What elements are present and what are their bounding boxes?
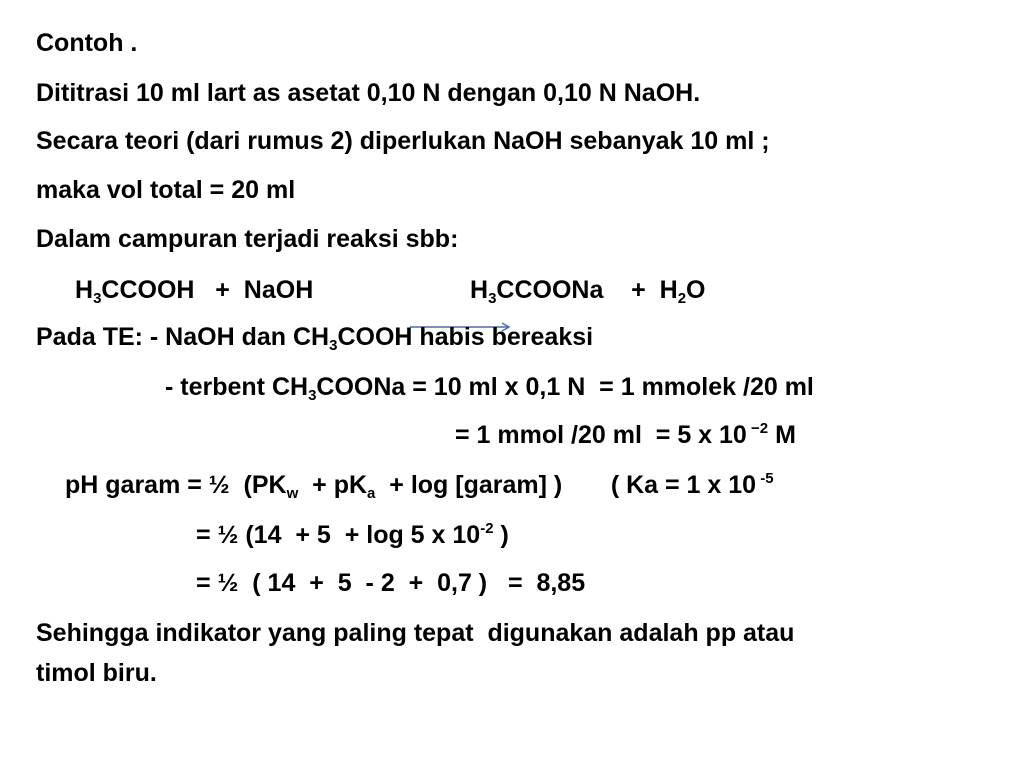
total-volume-statement: maka vol total = 20 ml xyxy=(36,176,296,204)
te-line-1: Pada TE: - NaOH dan $CH_3COOH$ habis bereaksi xyxy=(36,323,594,354)
te-line-2: - terbent $CH_3COONa = 10$ ml x 0,1 N = 1 mmolek /20 ml xyxy=(165,373,814,404)
te-line-3: = 1 mmol /20 ml = 5 x 10 $^{-2}$ M xyxy=(455,420,796,449)
conclusion-line-1: Sehingga indikator yang paling tepat digunakan adalah pp atau xyxy=(36,619,795,647)
theory-statement: Secara teori (dari rumus 2) diperlukan NaOH sebanyak 10 ml ; xyxy=(36,127,770,155)
conclusion-line-2: timol biru. xyxy=(36,659,157,687)
ph-formula-line: pH garam = ½ ($PK_w + pK_a + \log$ [garam] ) ( Ka = 1 x 10 $^{-5}$ xyxy=(65,470,774,502)
reaction-products: $H_3CCOONa$ + $H_2O$ xyxy=(470,276,706,307)
ph-result-line: = ½ ( 14 + 5 - 2 + 0,7 ) = 8,85 xyxy=(196,569,586,597)
ph-substitution-line: = ½ (14 + 5 + log 5 x $10^{-2}$ ) xyxy=(196,520,509,549)
titration-statement: Dititrasi 10 ml lart as asetat 0,10 N dengan 0,10 N NaOH. xyxy=(36,79,701,107)
reaction-reactants: $H_3CCOOH$ + NaOH xyxy=(75,276,314,307)
reaction-intro: Dalam campuran terjadi reaksi sbb: xyxy=(36,225,459,253)
example-heading: Contoh . xyxy=(36,29,138,57)
